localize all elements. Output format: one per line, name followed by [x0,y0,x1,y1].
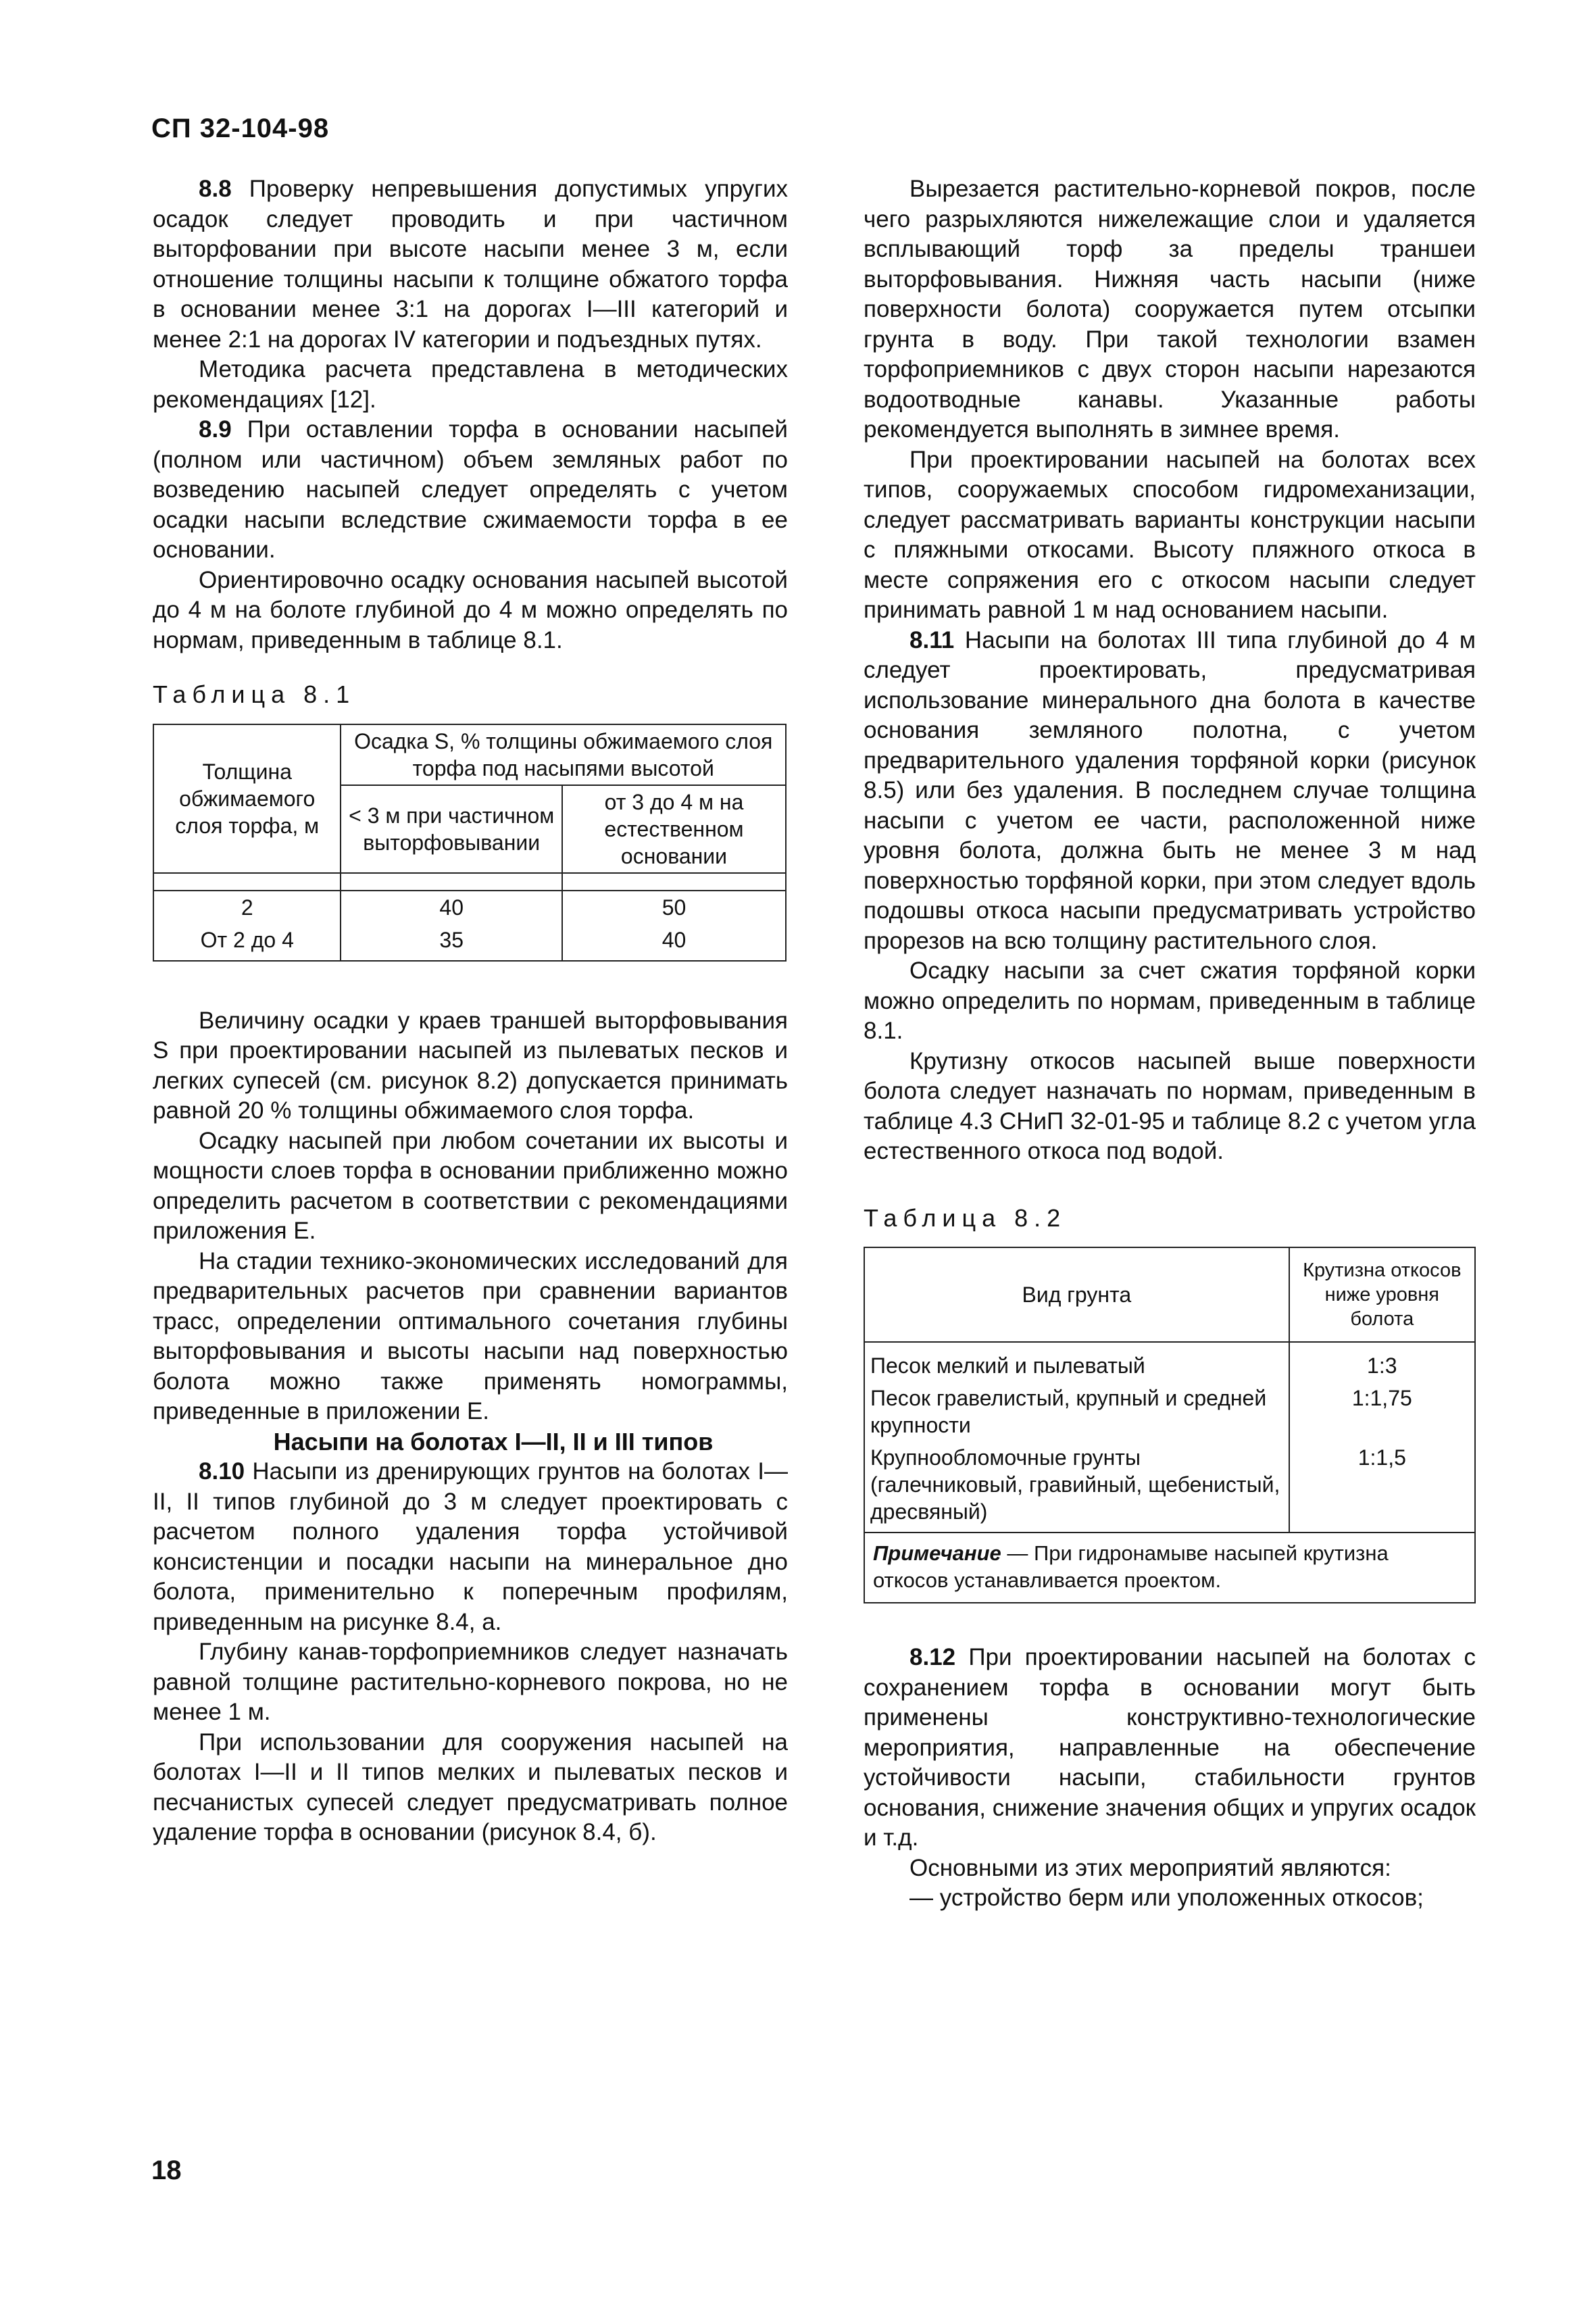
paragraph: При использовании для сооружения насыпей на болотах I—II и II типов мелких и пылеватых песков и песчанистых супесей следует предусматривать полное удаление торфа в основании (рисунок 8.4, б). [153,1728,788,1845]
table-cell: Песок гравелистый, крупный и средней крупности [864,1382,1289,1441]
table-cell: 50 [562,891,786,924]
paragraph: На стадии технико-экономических исследований для предварительных расчетов при сравнении вариантов трасс, определении оптимального сочетания глубины выторфовывания и высоты насыпи над поверхностью болота можно также применять номограммы, приведенные в приложении Е. [153,1247,788,1424]
paragraph-8-11 [864,626,1476,957]
section-number: 8.9 [199,416,232,443]
table-cell: 40 [562,924,786,961]
table-cell: Песок мелкий и пылеватый [864,1342,1289,1382]
table-note [864,1533,1475,1603]
paragraph: Ориентировочно осадку основания насыпей высотой до 4 м на болоте глубиной до 4 м можно определять по нормам, приведенным в таблице 8.1. [153,566,788,653]
table-row [153,891,786,924]
table-cell: 1:1,5 [1289,1441,1475,1533]
paragraph-text: Проверку непревышения допустимых упругих осадок следует проводить и при частичном выторфовании при высоте насыпи менее 3 м, если отношение толщины насыпи к толщине обжатого торфа в основании менее 3:1 на дорогах I—III категорий и менее 2:1 на дорогах IV категории и подъездных путях. [153,176,788,353]
table-header-thickness: Толщина обжимаемого слоя торфа, м [153,724,341,873]
left-column [153,174,788,1848]
paragraph-text: При проектировании насыпей на болотах с сохранением торфа в основании могут быть применены конструктивно-технологические мероприятия, направленные на обеспечение устойчивости насыпи, стабильности грунтов основания, снижение значения общих и упругих осадок и т.д. [864,1644,1476,1851]
table-header-soil: Вид грунта [864,1247,1289,1342]
table-subheader-natural: от 3 до 4 м на естественном основании [562,785,786,873]
table-cell: От 2 до 4 [153,924,341,961]
paragraph: Методика расчета представлена в методических рекомендациях [12]. [153,356,788,413]
paragraph-8-10 [153,1457,788,1637]
note-text: — При гидронамыве насыпей крутизна откосов устанавливается проектом. [873,1541,1389,1592]
paragraph-8-8 [153,174,788,355]
paragraph: Осадку насыпей при любом сочетании их высоты и мощности слоев торфа в основании приближенно можно определить расчетом в соответствии с рекомендациями приложения Е. [153,1127,788,1244]
table-cell: 40 [341,891,562,924]
table-row [153,924,786,961]
table-cell: 2 [153,891,341,924]
table-8-1 [153,724,787,962]
table-row [864,1342,1475,1382]
section-subheading: Насыпи на болотах I—II, II и III типов [273,1427,714,1455]
page-number: 18 [151,2156,182,2185]
paragraph-8-12 [864,1643,1476,1853]
table-8-2-caption: Таблица 8.2 [864,1203,1067,1232]
section-number: 8.8 [199,176,232,202]
section-number: 8.10 [199,1458,245,1485]
paragraph: При проектировании насыпей на болотах всех типов, сооружаемых способом гидромеханизации, следует рассматривать варианты конструкции насыпи с пляжными откосами. Высоту пляжного откоса в месте сопряжения его с откосом насыпи следует принимать равной 1 м над основанием насыпи. [864,446,1476,623]
section-number: 8.11 [909,626,955,653]
paragraph: Осадку насыпи за счет сжатия торфяной корки можно определить по нормам, приведенным в таблице 8.1. [864,957,1476,1044]
table-row [864,1441,1475,1533]
list-item: — устройство берм или уположенных откосов; [909,1885,1424,1911]
table-cell: Крупнообломочные грунты (галечниковый, гравийный, щебенистый, дресвяный) [864,1441,1289,1533]
right-column [864,174,1476,1914]
section-number: 8.12 [909,1644,956,1670]
table-cell: 1:1,75 [1289,1382,1475,1441]
paragraph: Основными из этих мероприятий являются: [909,1854,1391,1881]
table-header-slope: Крутизна откосов ниже уровня болота [1289,1247,1475,1342]
table-8-2 [864,1247,1476,1603]
paragraph: Величину осадки у краев траншей выторфовывания S при проектировании насыпей из пылеватых песков и легких супесей (см. рисунок 8.2) допускается принимать равной 20 % толщины обжимаемого слоя торфа. [153,1007,788,1124]
document-code-header: СП 32-104-98 [151,114,330,143]
table-subheader-partial: < 3 м при частичном выторфовывании [341,785,562,873]
table-row [864,1382,1475,1441]
paragraph: Крутизну откосов насыпей выше поверхности болота следует назначать по нормам, приведенным в таблице 4.3 СНиП 32-01-95 и таблице 8.2 с учетом угла естественного откоса под водой. [864,1047,1476,1164]
table-cell: 1:3 [1289,1342,1475,1382]
table-8-1-caption: Таблица 8.1 [153,680,356,708]
paragraph-text: Насыпи из дренирующих грунтов на болотах I—II, II типов глубиной до 3 м следует проектировать с расчетом полного удаления торфа устойчивой консистенции и посадки насыпи на минеральное дно болота, применительно к поперечным профилям, приведенным на рисунке 8.4, а. [153,1458,788,1635]
table-note-row [864,1533,1475,1603]
paragraph-text: Насыпи на болотах III типа глубиной до 4 м следует проектировать, предусматривая использование минерального дна болота в качестве основания земляного полотна, с учетом предварительного удаления торфяной корки (рисунок 8.5) или без удаления. В последнем случае толщина насыпи с учетом ее части, расположенной ниже уровня болота, должна быть не менее 3 м над поверхностью торфяной корки, при этом следует вдоль подошвы откоса насыпи предусматривать устройство прорезов на всю толщину растительного слоя. [864,626,1476,954]
table-cell: 35 [341,924,562,961]
paragraph: Вырезается растительно-корневой покров, после чего разрыхляются нижележащие слои и удаляется всплывающий торф за пределы траншеи выторфовывания. Нижняя часть насыпи (ниже поверхности болота) сооружается путем отсыпки грунта в воду. При такой технологии взамен торфоприемников с двух сторон насыпи нарезаются водоотводные канавы. Указанные работы рекомендуется выполнять в зимнее время. [864,176,1476,443]
table-header-settlement: Осадка S, % толщины обжимаемого слоя торфа под насыпями высотой [341,724,786,785]
paragraph: Глубину канав-торфоприемников следует назначать равной толщине растительно-корневого покрова, но не менее 1 м. [153,1639,788,1725]
paragraph-text: При оставлении торфа в основании насыпей (полном или частичном) объем земляных работ по возведению насыпей следует определять с учетом осадки насыпи вследствие сжимаемости торфа в ее основании. [153,416,788,563]
paragraph-8-9 [153,415,788,566]
note-label: Примечание [873,1541,1001,1565]
